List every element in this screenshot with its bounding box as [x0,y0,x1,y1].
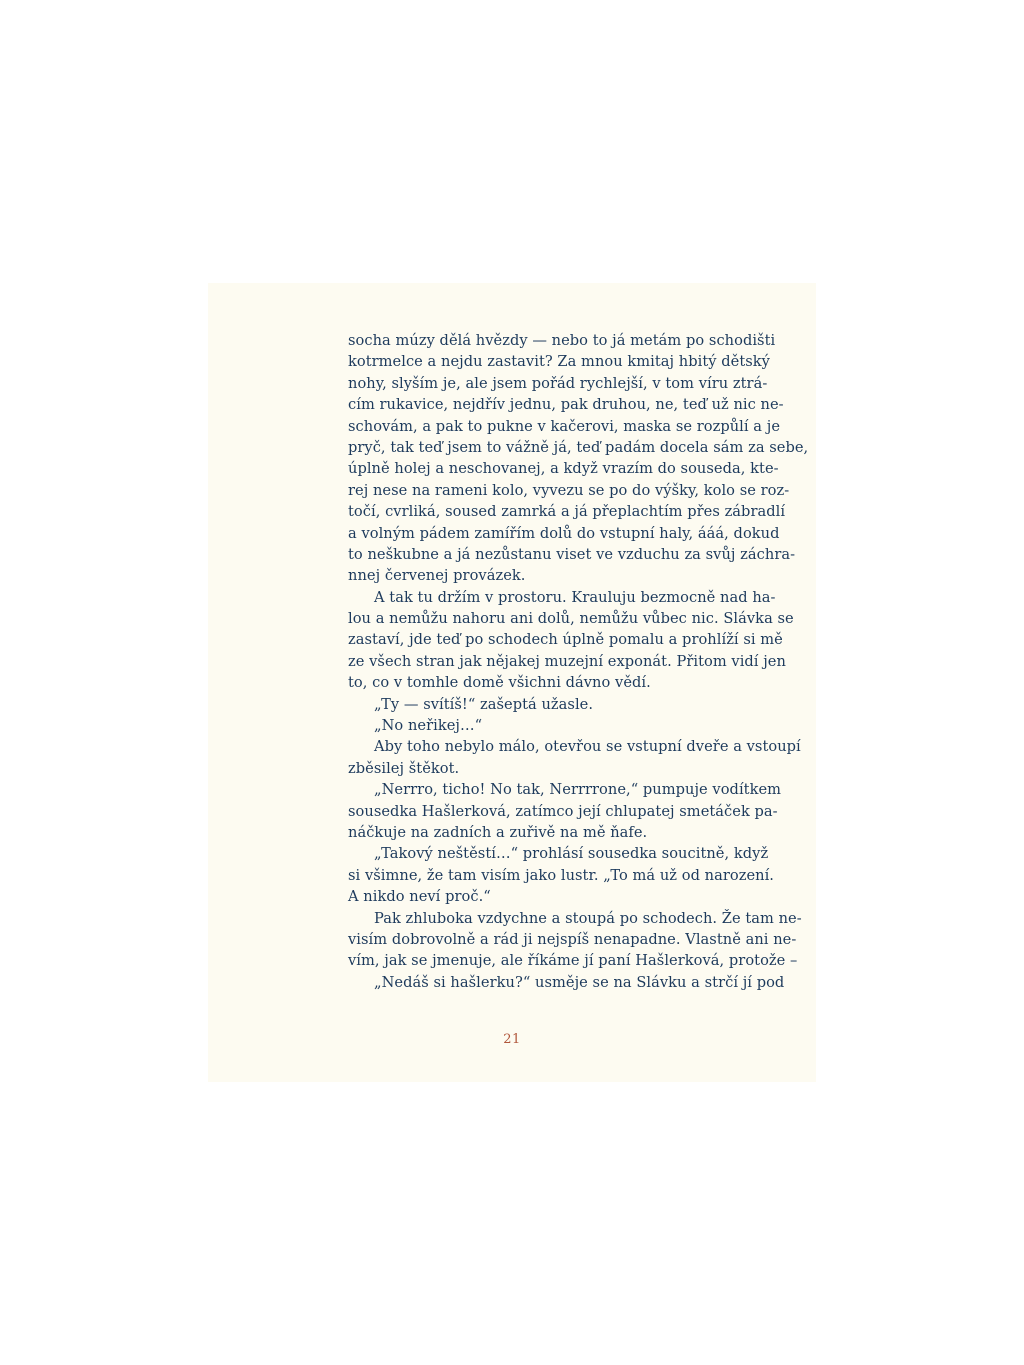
text-line: socha múzy dělá hvězdy — nebo to já metám po schodišti [348,332,776,349]
text-line: to neškubne a já nezůstanu viset ve vzduchu za svůj záchra- [348,545,796,563]
text-line: pryč, tak teď jsem to vážně já, teď padám docela sám za sebe, [348,438,809,456]
text-line: lou a nemůžu nahoru ani dolů, nemůžu vůbec nic. Slávka se [348,610,794,628]
text-line: nnej červenej provázek. [348,567,526,585]
text-line: Aby toho nebylo málo, otevřou se vstupní dveře a vstoupí [374,738,801,756]
text-line: A tak tu držím v prostoru. Krauluju bezmocně nad ha- [374,588,776,606]
text-line: zběsilej štěkot. [348,759,460,777]
text-line: sousedka Hašlerková, zatímco její chlupatej smetáček pa- [348,802,778,820]
text-line: Pak zhluboka vzdychne a stoupá po schodech. Že tam ne- [374,909,802,927]
page-number: 21 [503,1032,521,1047]
text-line: nohy, slyším je, ale jsem pořád rychlejší, v tom víru ztrá- [348,374,768,392]
text-line: A nikdo neví proč.“ [348,888,491,906]
text-line: kotrmelce a nejdu zastavit? Za mnou kmitaj hbitý dětský [348,353,770,371]
text-line: ze všech stran jak nějakej muzejní exponát. Přitom vidí jen [348,652,786,670]
text-line: schovám, a pak to pukne v kačerovi, maska se rozpůlí a je [348,417,781,435]
text-line: si všimne, že tam visím jako lustr. „To má už od narození. [348,866,774,884]
text-line: náčkuje na zadních a zuřivě na mě ňafe. [348,823,648,841]
text-line: „Nerrro, ticho! No tak, Nerrrrone,“ pumpuje vodítkem [374,781,782,799]
text-line: „Takový neštěstí…“ prohlásí sousedka soucitně, když [374,845,769,863]
text-line: vím, jak se jmenuje, ale říkáme jí paní Hašlerková, protože – [348,952,798,970]
text-line: to, co v tomhle domě všichni dávno vědí. [348,674,651,692]
text-line: a volným pádem zamířím dolů do vstupní haly, ááá, dokud [348,524,780,542]
body-text [348,330,809,993]
text-line: „Ty — svítíš!“ zašeptá užasle. [374,695,594,713]
text-line: visím dobrovolně a rád ji nejspíš nenapadne. Vlastně ani ne- [348,930,797,948]
text-line: zastaví, jde teď po schodech úplně pomalu a prohlíží si mě [348,631,783,649]
text-line: „Nedáš si hašlerku?“ usměje se na Slávku a strčí jí pod [374,973,785,991]
text-line: úplně holej a neschovanej, a když vrazím do souseda, kte- [348,460,779,478]
text-line: rej nese na rameni kolo, vyvezu se po do výšky, kolo se roz- [348,481,790,499]
text-line: točí, cvrliká, soused zamrká a já přeplachtím přes zábradlí [348,503,786,521]
text-line: cím rukavice, nejdřív jednu, pak druhou, ne, teď už nic ne- [348,396,784,414]
text-line: „No neřikej…“ [374,717,483,735]
